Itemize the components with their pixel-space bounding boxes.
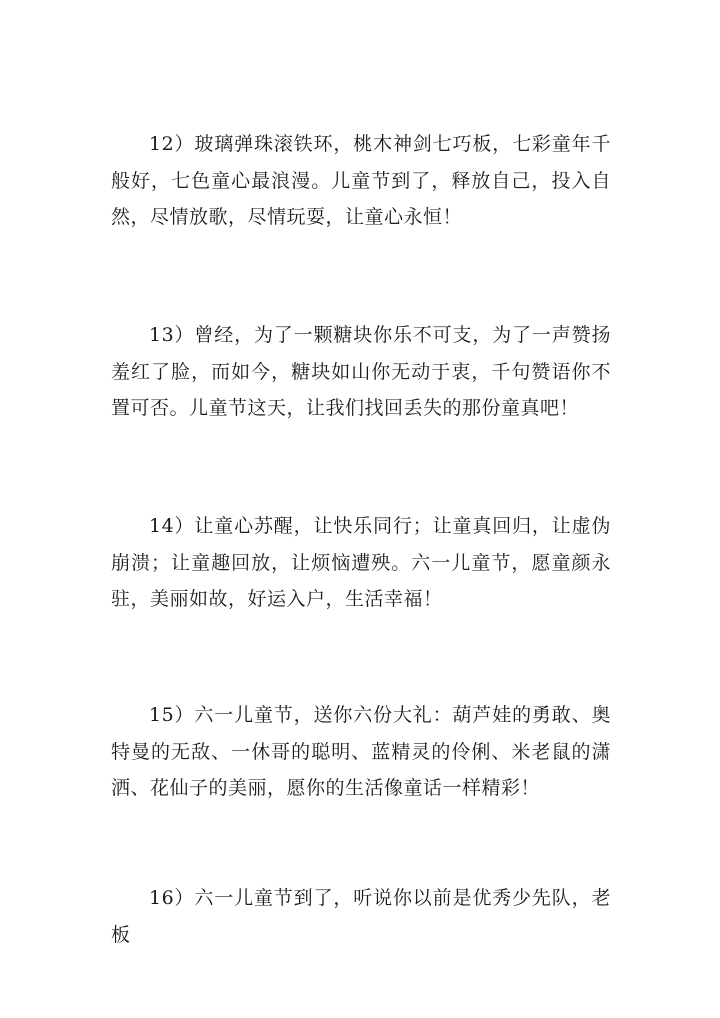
paragraph-14: 14）让童心苏醒，让快乐同行；让童真回归，让虚伪崩溃；让童趣回放，让烦恼遭殃。六一儿童节，愿童颜永驻，美丽如故，好运入户，生活幸福！	[111, 515, 611, 610]
paragraph-13: 13）曾经，为了一颗糖块你乐不可支，为了一声赞扬羞红了脸，而如今，糖块如山你无动于衷，千句赞语你不置可否。儿童节这天，让我们找回丢失的那份童真吧！	[111, 324, 611, 419]
paragraph-15: 15）六一儿童节，送你六份大礼：葫芦娃的勇敢、奥特曼的无敌、一休哥的聪明、蓝精灵的伶俐、米老鼠的潇洒、花仙子的美丽，愿你的生活像童话一样精彩！	[111, 704, 611, 799]
paragraph-12: 12）玻璃弹珠滚铁环，桃木神剑七巧板，七彩童年千般好，七色童心最浪漫。儿童节到了，释放自己，投入自然，尽情放歌，尽情玩耍，让童心永恒！	[111, 133, 611, 228]
paragraph-16: 16）六一儿童节到了，听说你以前是优秀少先队，老板	[111, 887, 611, 946]
